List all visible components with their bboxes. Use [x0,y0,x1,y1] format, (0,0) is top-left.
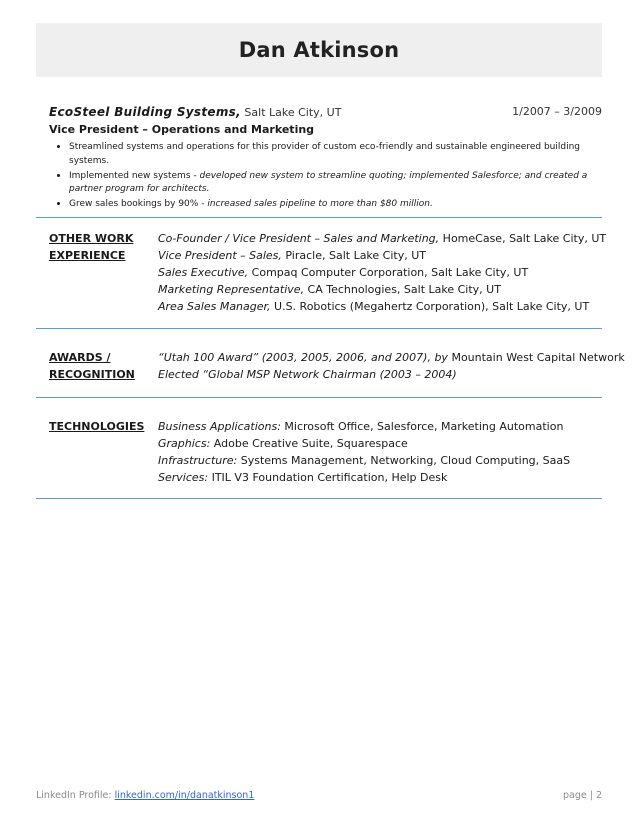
section-heading: AWARDS / RECOGNITION [49,351,135,381]
list-item: Services: ITIL V3 Foundation Certification, Help Desk [158,471,448,484]
section-divider [36,397,602,398]
linkedin-link[interactable]: linkedin.com/in/danatkinson1 [114,790,255,801]
section-divider [36,217,602,218]
other-work-entries [158,230,607,315]
list-item: • Grew sales bookings by 90% - increased sales pipeline to more than $80 million. [69,197,602,212]
job-dates: 1/2007 – 3/2009 [512,105,602,118]
footer-label: LinkedIn Profile: [36,790,115,801]
job-entry [49,104,602,212]
list-item: “Utah 100 Award” (2003, 2005, 2006, and 2007), by Mountain West Capital Network [158,351,625,364]
section-heading: TECHNOLOGIES [49,420,145,433]
technologies-entries [158,418,603,486]
list-item: Marketing Representative, CA Technologies, Salt Lake City, UT [158,283,501,296]
candidate-name: Dan Atkinson [238,38,400,62]
list-item: Graphics: Adobe Creative Suite, Squarespace [158,437,408,450]
name-banner [36,23,602,77]
section-divider [36,328,602,329]
list-item: Area Sales Manager, U.S. Robotics (Megahertz Corporation), Salt Lake City, UT [158,300,590,313]
job-title: Vice President – Operations and Marketing [49,123,315,136]
list-item: Sales Executive, Compaq Computer Corporation, Salt Lake City, UT [158,266,529,279]
job-bullets [49,140,602,212]
section-heading: OTHER WORK EXPERIENCE [49,232,134,262]
company-name: EcoSteel Building Systems, [49,105,241,119]
page-number: page | 2 [562,790,602,801]
list-item: Elected “Global MSP Network Chairman (2003 – 2004) [158,368,457,381]
list-item: • Implemented new systems - developed new system to streamline quoting; implemented Salesforce; and created a partner program for architects. [69,169,602,197]
company-location: Salt Lake City, UT [244,106,342,119]
list-item: Vice President – Sales, Piracle, Salt Lake City, UT [158,249,427,262]
list-item: Co-Founder / Vice President – Sales and Marketing, HomeCase, Salt Lake City, UT [158,232,607,245]
list-item: Infrastructure: Systems Management, Networking, Cloud Computing, SaaS [158,454,571,467]
list-item: • Streamlined systems and operations for this provider of custom eco-friendly and sustainable engineered building systems. [69,140,602,168]
section-divider [36,498,602,499]
awards-entries [158,349,625,383]
job-header [49,104,602,120]
list-item: Business Applications: Microsoft Office, Salesforce, Marketing Automation [158,420,564,433]
page-footer [36,790,602,801]
